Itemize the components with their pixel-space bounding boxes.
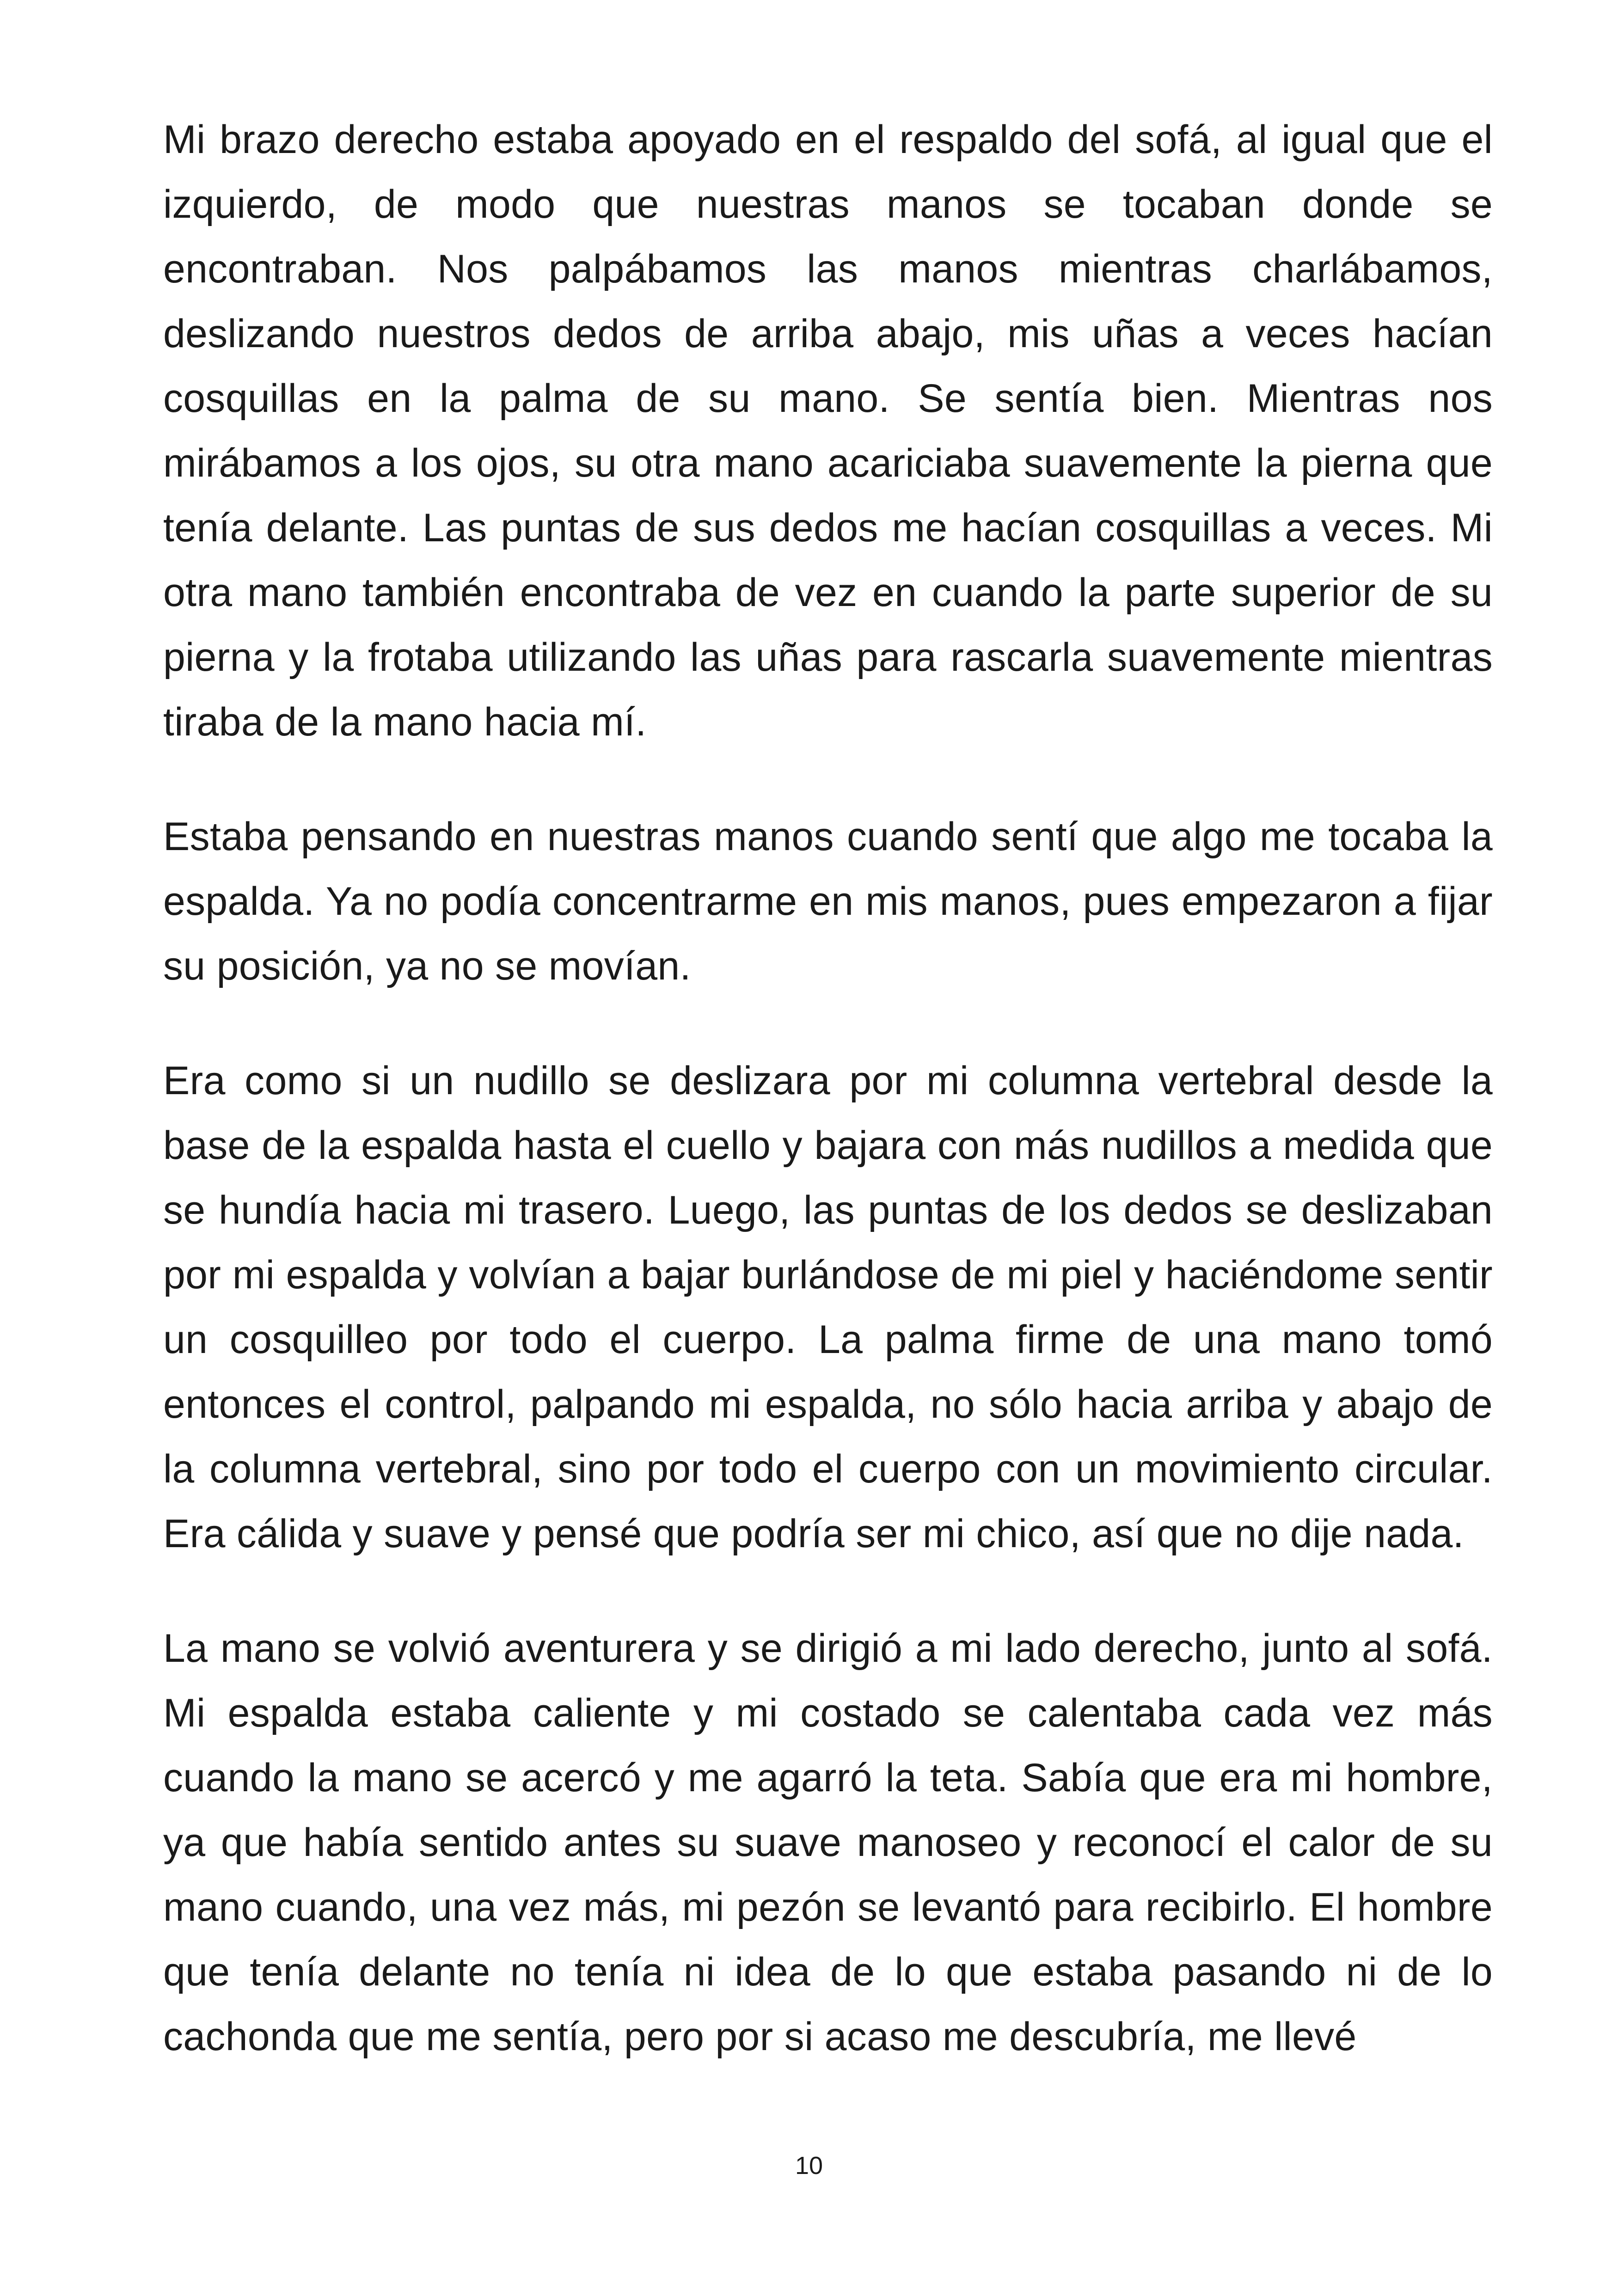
paragraph-1: Mi brazo derecho estaba apoyado en el respaldo del sofá, al igual que el izquierdo, de modo que nuestras manos se tocaban donde se encontraban. Nos palpábamos las manos mientras charlábamos, deslizando nuestros dedos de arriba abajo, mis uñas a veces hacían cosquillas en la palma de su mano. Se sentía bien. Mientras nos mirábamos a los ojos, su otra mano acariciaba suavemente la pierna que tenía delante. Las puntas de sus dedos me hacían cosquillas a veces. Mi otra mano también encontraba de vez en cuando la parte superior de su pierna y la frotaba utilizando las uñas para rascarla suavemente mientras tiraba de la mano hacia mí. <box>163 117 1493 744</box>
paragraph-2: Estaba pensando en nuestras manos cuando sentí que algo me tocaba la espalda. Ya no podía concentrarme en mis manos, pues empezaron a fijar su posición, ya no se movían. <box>163 814 1493 988</box>
page-number: 10 <box>795 2152 823 2180</box>
paragraph-3: Era como si un nudillo se deslizara por mi columna vertebral desde la base de la espalda hasta el cuello y bajara con más nudillos a medida que se hundía hacia mi trasero. Luego, las puntas de los dedos se deslizaban por mi espalda y volvían a bajar burlándose de mi piel y haciéndome sentir un cosquilleo por todo el cuerpo. La palma firme de una mano tomó entonces el control, palpando mi espalda, no sólo hacia arriba y abajo de la columna vertebral, sino por todo el cuerpo con un movimiento circular. Era cálida y suave y pensé que podría ser mi chico, así que no dije nada. <box>163 1059 1493 1556</box>
paragraph-4: La mano se volvió aventurera y se dirigió a mi lado derecho, junto al sofá. Mi espalda estaba caliente y mi costado se calentaba cada vez más cuando la mano se acercó y me agarró la teta. Sabía que era mi hombre, ya que había sentido antes su suave manoseo y reconocí el calor de su mano cuando, una vez más, mi pezón se levantó para recibirlo. El hombre que tenía delante no tenía ni idea de lo que estaba pasando ni de lo cachonda que me sentía, pero por si acaso me descubría, me llevé <box>163 1626 1493 2059</box>
page-body <box>163 107 1493 2069</box>
